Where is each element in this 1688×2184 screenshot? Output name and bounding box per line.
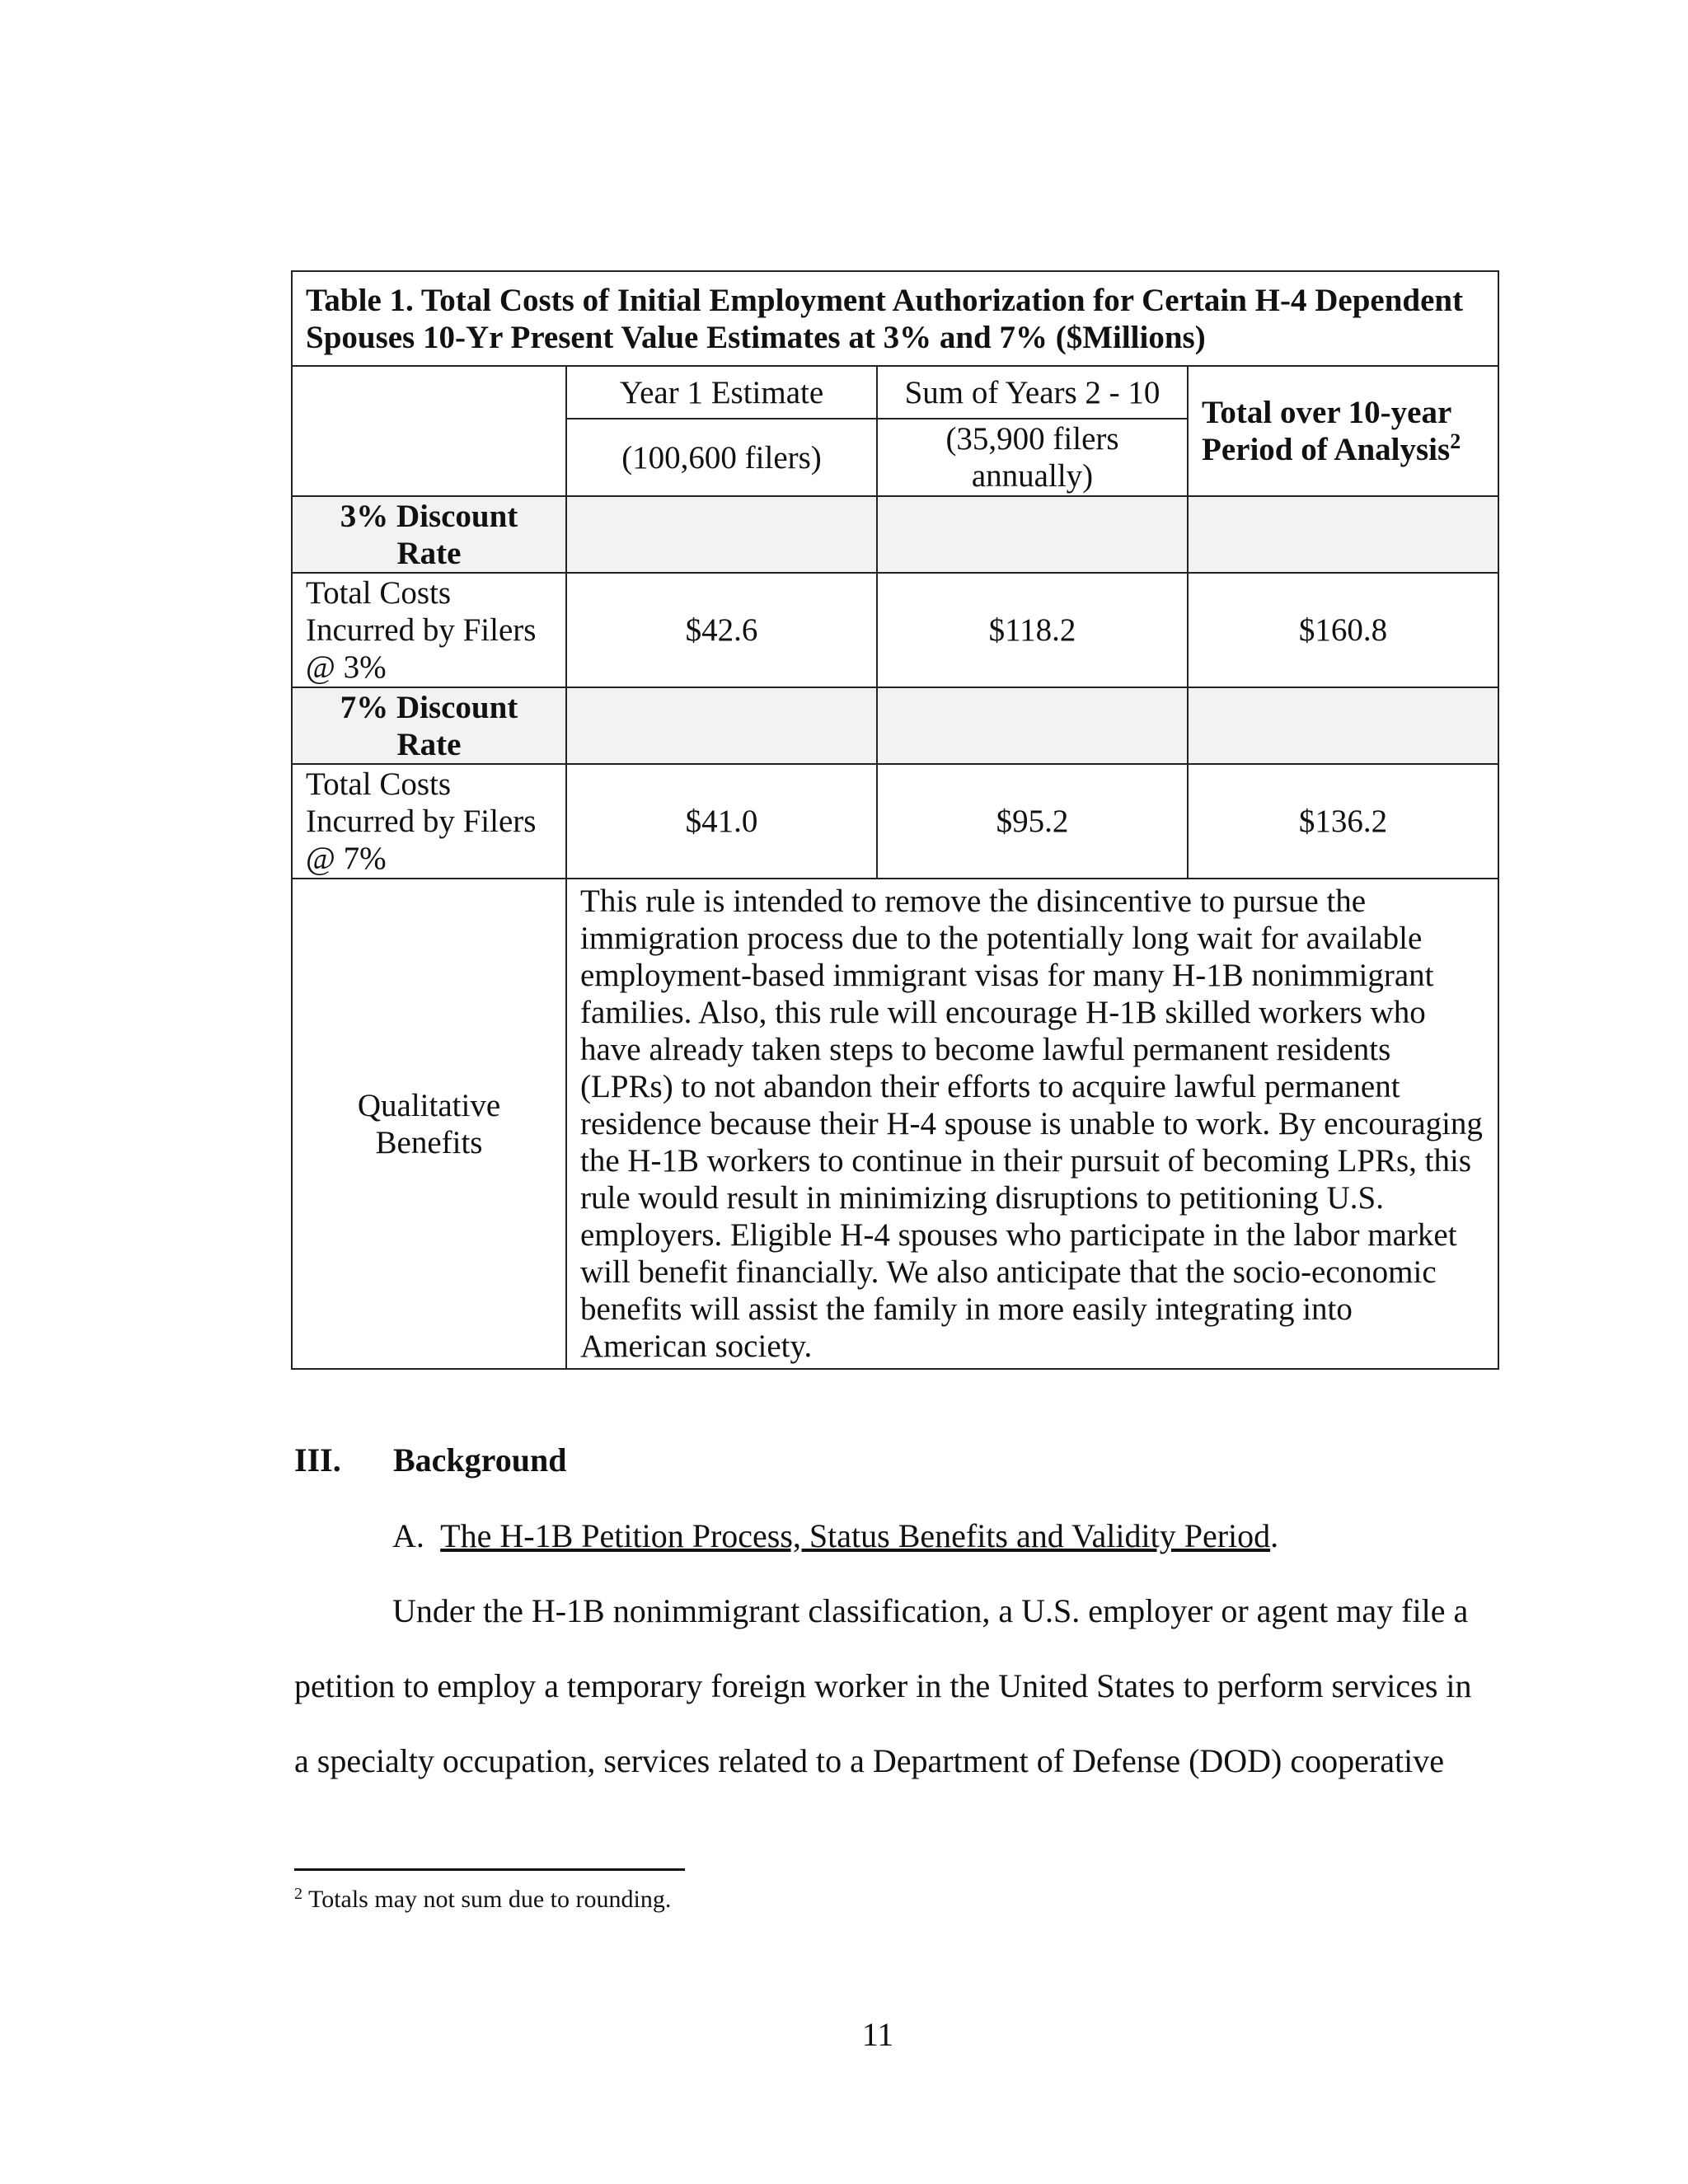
shade-cell — [1188, 687, 1498, 764]
year1-filers: (100,600 filers) — [566, 419, 877, 496]
subsection-letter: A. — [392, 1517, 424, 1554]
section-7-label: 7% Discount Rate — [292, 687, 566, 764]
paragraph-line: petition to employ a temporary foreign worker in the United States to perform services in — [294, 1667, 1472, 1704]
qualitative-label: Qualitative Benefits — [292, 879, 566, 1369]
row-3-label: Total Costs Incurred by Filers @ 3% — [292, 573, 566, 687]
row-7-sum: $95.2 — [877, 764, 1188, 879]
col-header-sum: Sum of Years 2 - 10 — [877, 366, 1188, 419]
footnote-mark: 2 — [294, 1885, 302, 1903]
section-3-label: 3% Discount Rate — [292, 496, 566, 573]
footnote — [294, 1886, 671, 1914]
qualitative-text: This rule is intended to remove the disincentive to pursue the immigration process due to the potentially long wait for available employment-based immigrant visas for many H-1B nonimmigrant families. Also, this rule will encourage H-1B skilled workers who have already taken steps to become lawful permanent residents (LPRs) to not abandon their efforts to acquire lawful permanent residence because their H-4 spouse is unable to work. By encouraging the H-1B workers to continue in their pursuit of becoming LPRs, this rule would result in minimizing disruptions to petitioning U.S. employers. Eligible H-4 spouses who participate in the labor market will benefit financially. We also anticipate that the socio-economic benefits will assist the family in more easily integrating into American society. — [566, 879, 1498, 1369]
shade-cell — [566, 496, 877, 573]
col-header-year1: Year 1 Estimate — [566, 366, 877, 419]
row-3-sum: $118.2 — [877, 573, 1188, 687]
section-heading — [294, 1441, 566, 1479]
paragraph-line: Under the H-1B nonimmigrant classification, a U.S. employer or agent may file a — [392, 1592, 1469, 1629]
row-3-total: $160.8 — [1188, 573, 1498, 687]
row-3-year1: $42.6 — [566, 573, 877, 687]
section-number: III. — [294, 1441, 341, 1479]
shade-cell — [566, 687, 877, 764]
shade-cell — [877, 687, 1188, 764]
sum-filers: (35,900 filers annually) — [877, 419, 1188, 496]
row-7-label: Total Costs Incurred by Filers @ 7% — [292, 764, 566, 879]
section-title: Background — [393, 1441, 567, 1479]
subsection-period: . — [1270, 1517, 1279, 1554]
row-7-year1: $41.0 — [566, 764, 877, 879]
col-header-total: Total over 10-year Period of Analysis$^2$ — [1188, 366, 1498, 496]
table-title: Table 1. Total Costs of Initial Employment Authorization for Certain H-4 Dependent Spouses 10-Yr Present Value Estimates at 3% and 7% ($Millions) — [292, 271, 1498, 366]
cost-table — [291, 270, 1499, 1370]
paragraph-line: a specialty occupation, services related to a Department of Defense (DOD) cooperative — [294, 1742, 1444, 1779]
shade-cell — [877, 496, 1188, 573]
footnote-ref: 2 — [1450, 429, 1461, 453]
empty-header-cell — [292, 366, 566, 496]
footnote-text: Totals may not sum due to rounding. — [307, 1886, 672, 1913]
page-number: 11 — [861, 2016, 894, 2053]
subsection-title: The H-1B Petition Process, Status Benefits and Validity Period — [440, 1517, 1271, 1554]
shade-cell — [1188, 496, 1498, 573]
subsection-heading — [392, 1516, 1278, 1555]
footnote-separator — [294, 1868, 685, 1871]
row-7-total: $136.2 — [1188, 764, 1498, 879]
